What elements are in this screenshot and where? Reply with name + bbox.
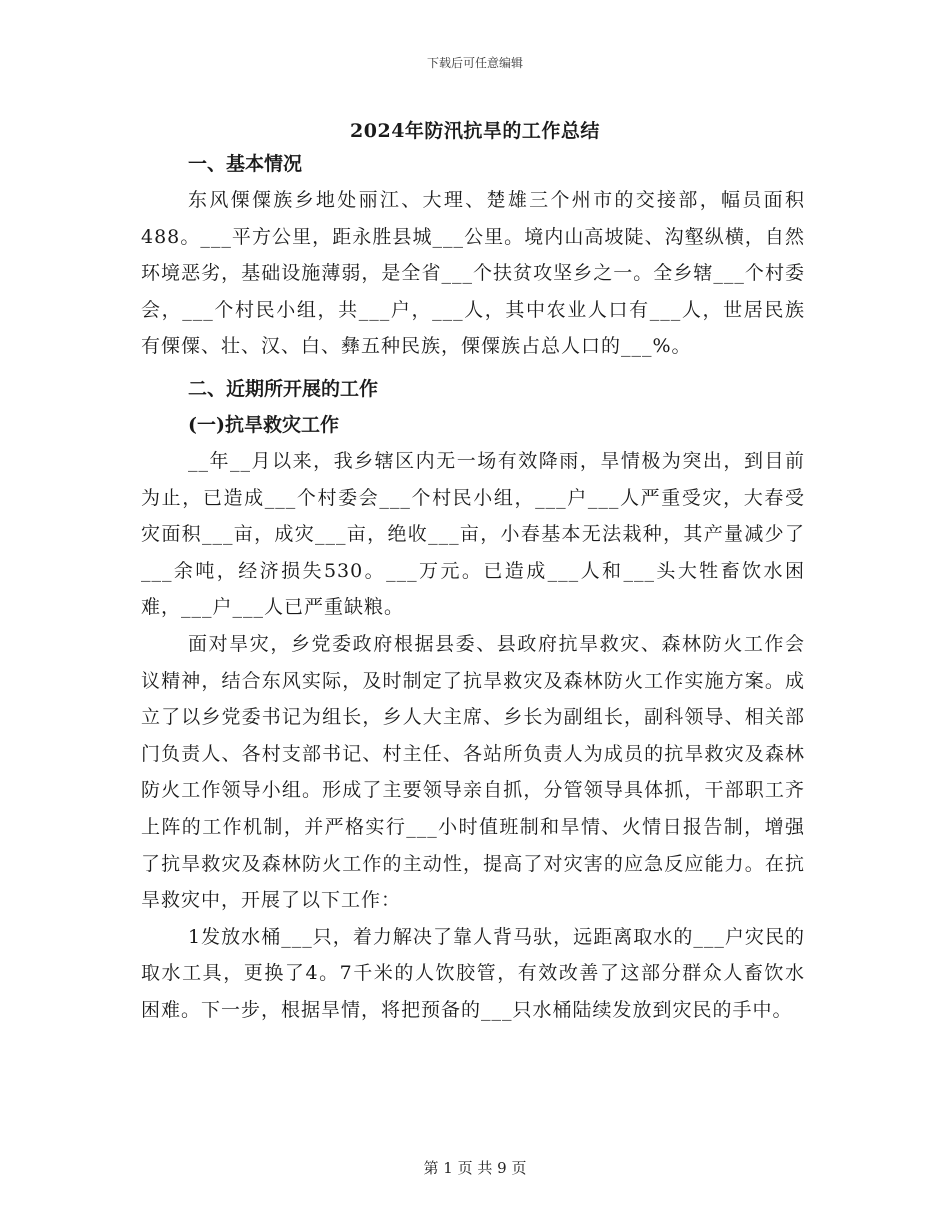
- paragraph-water-buckets: 1发放水桶___只，着力解决了靠人背马驮，远距离取水的___户灾民的取水工具，更换了4。7千米的人饮胶管，有效改善了这部分群众人畜饮水困难。下一步，根据旱情，将把预备的___只水桶陆续发放到灾民的手中。: [141, 925, 805, 1021]
- subsection-heading-drought-relief: (一)抗旱救灾工作: [188, 413, 339, 436]
- section-heading-recent-work: 二、近期所开展的工作: [188, 377, 379, 400]
- document-title: 2024年防汛抗旱的工作总结: [350, 120, 600, 142]
- paragraph-basic-situation: 东风傈僳族乡地处丽江、大理、楚雄三个州市的交接部，幅员面积488。___平方公里，距永胜县城___公里。境内山高坡陡、沟壑纵横，自然环境恶劣，基础设施薄弱，是全省___个扶贫攻坚乡之一。全乡辖___个村委会，___个村民小组，共___户，___人，其中农业人口有___人，世居民族有傈僳、壮、汉、白、彝五种民族，傈僳族占总人口的___%。: [141, 189, 805, 358]
- paragraph-response-measures: 面对旱灾，乡党委政府根据县委、县政府抗旱救灾、森林防火工作会议精神，结合东风实际，及时制定了抗旱救灾及森林防火工作实施方案。成立了以乡党委书记为组长，乡人大主席、乡长为副组长，副科领导、相关部门负责人、各村支部书记、村主任、各站所负责人为成员的抗旱救灾及森林防火工作领导小组。形成了主要领导亲自抓，分管领导具体抓，干部职工齐上阵的工作机制，并严格实行___小时值班制和旱情、火情日报告制，增强了抗旱救灾及森林防火工作的主动性，提高了对灾害的应急反应能力。在抗旱救灾中，开展了以下工作：: [141, 632, 805, 912]
- section-heading-basic-situation: 一、基本情况: [188, 153, 303, 175]
- header-note: 下载后可任意编辑: [426, 56, 523, 70]
- page-indicator: 第 1 页 共 9 页: [423, 1159, 527, 1177]
- document-body: [141, 146, 805, 1028]
- paragraph-drought-impact: __年__月以来，我乡辖区内无一场有效降雨，旱情极为突出，到目前为止，已造成___个村委会___个村民小组，___户___人严重受灾，大春受灾面积___亩，成灾___亩，绝收___亩，小春基本无法栽种，其产量减少了___余吨，经济损失530。___万元。已造成___人和___头大牲畜饮水困难，___户___人已严重缺粮。: [141, 449, 805, 619]
